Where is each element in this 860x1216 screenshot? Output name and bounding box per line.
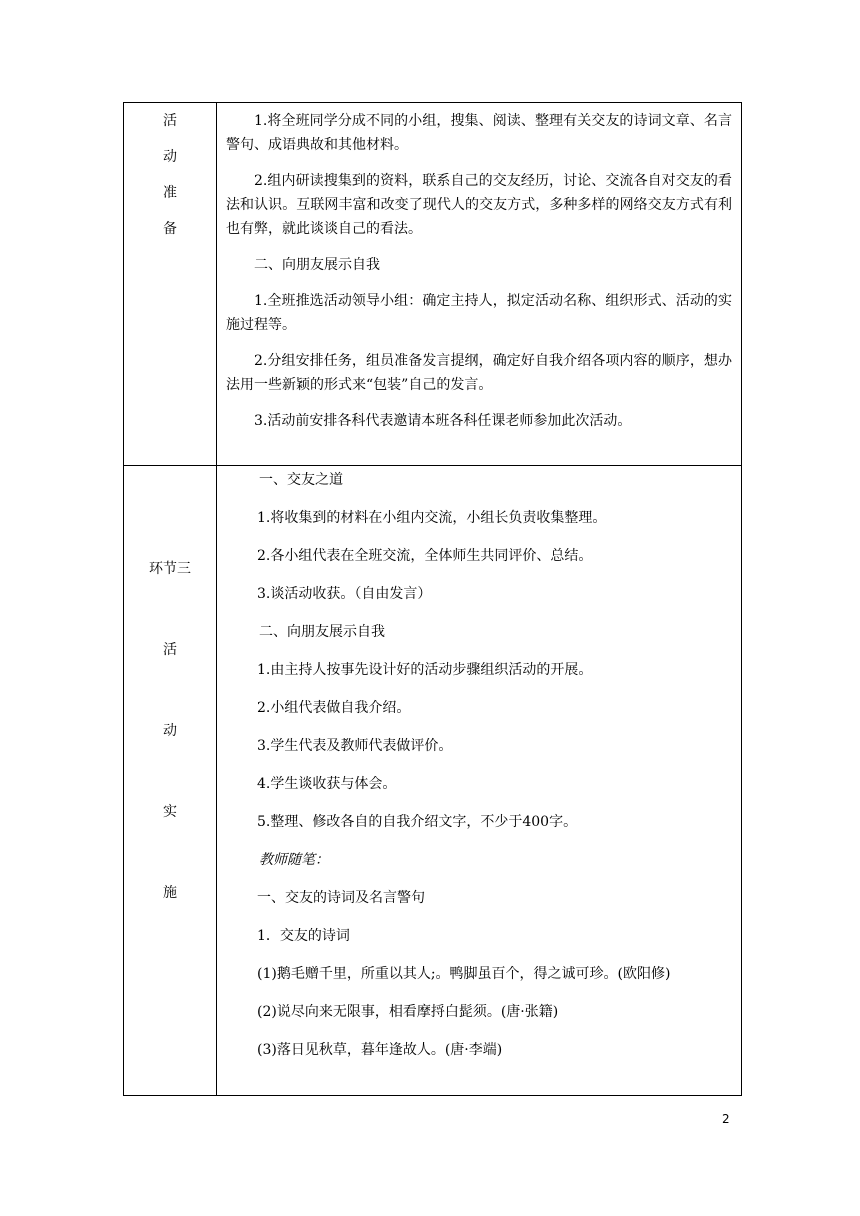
section-heading: 一、交友之道 [259,472,343,488]
list-item: 2.小组代表做自我介绍。 [257,700,411,716]
label-char: 准 [163,185,177,201]
list-item: 1.由主持人按事先设计好的活动步骤组织活动的开展。 [257,662,593,678]
label-cell-activity-prep [124,103,217,466]
label-char: 实 [163,804,177,820]
section-heading: 一、交友的诗词及名言警句 [257,890,425,906]
page-number: 2 [722,1112,730,1126]
list-item: 3.学生代表及教师代表做评价。 [257,738,453,754]
poem-line: (2)说尽向来无限事，相看摩捋白髭须。(唐·张籍) [257,1004,559,1020]
paragraph: 3.活动前安排各科代表邀请本班各科任课老师参加此次活动。 [254,413,632,429]
label-char: 备 [163,221,177,237]
label-char: 活 [163,113,177,129]
list-item: 4.学生谈收获与体会。 [257,776,397,792]
subsection-heading: 1．交友的诗词 [257,928,350,944]
content-cell-activity-implementation [217,466,742,1096]
paragraph: 2.分组安排任务，组员准备发言提纲，确定好自我介绍各项内容的顺序，想办法用一些新颖的形式来“包装”自己的发言。 [226,353,732,393]
label-line: 环节三 [149,561,191,577]
poem-line: (3)落日见秋草，暮年逢故人。(唐·李端) [257,1042,503,1058]
label-cell-activity-implementation [124,466,217,1096]
section-heading: 二、向朋友展示自我 [259,624,385,640]
paragraph: 1.将全班同学分成不同的小组，搜集、阅读、整理有关交友的诗词文章、名言警句、成语典故和其他材料。 [226,113,732,153]
label-char: 动 [163,723,177,739]
list-item: 1.将收集到的材料在小组内交流，小组长负责收集整理。 [257,510,607,526]
lesson-plan-table [123,102,742,1096]
list-item: 2.各小组代表在全班交流，全体师生共同评价、总结。 [257,548,593,564]
poem-line: (1)鹅毛赠千里，所重以其人;。鸭脚虽百个，得之诚可珍。(欧阳修) [257,966,671,982]
table-row-activity-prep [124,103,742,466]
label-char: 活 [163,642,177,658]
list-item: 3.谈活动收获。（自由发言） [257,586,432,602]
table-row-activity-implementation [124,466,742,1096]
paragraph: 2.组内研读搜集到的资料，联系自己的交友经历，讨论、交流各自对交友的看法和认识。互联网丰富和改变了现代人的交友方式，多种多样的网络交友方式有利也有弊，就此谈谈自己的看法。 [226,173,732,237]
paragraph: 1.全班推选活动领导小组：确定主持人，拟定活动名称、组织形式、活动的实施过程等。 [226,293,732,333]
section-heading: 二、向朋友展示自我 [254,257,380,273]
label-char: 施 [163,885,177,901]
list-item: 5.整理、修改各自的自我介绍文字，不少于400字。 [257,814,578,830]
label-char: 动 [163,149,177,165]
teacher-notes-heading: 教师随笔： [259,852,329,868]
content-cell-activity-prep [217,103,742,466]
